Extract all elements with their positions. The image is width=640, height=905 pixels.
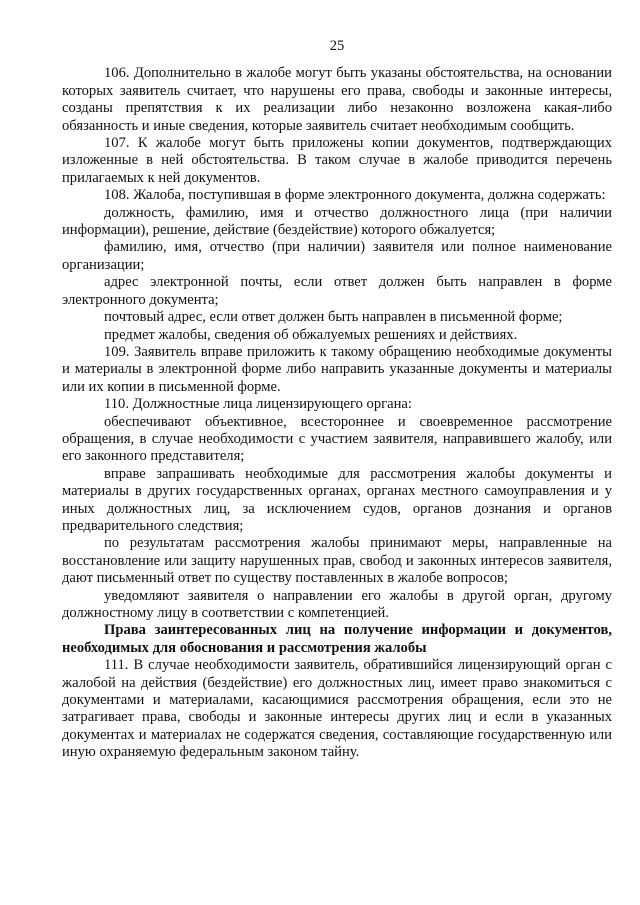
list-item-email: адрес электронной почты, если ответ должен быть направлен в форме электронного документа; [62, 274, 612, 308]
list-item-request: вправе запрашивать необходимые для рассмотрения жалобы документы и материалы в других государственных органах, органах местного самоуправления и у иных должностных лиц, за исключением судов, органов дознания и органов предварительного следствия; [62, 465, 612, 534]
list-item-postal: почтовый адрес, если ответ должен быть направлен в письменной форме; [104, 309, 563, 326]
list-item-measures: по результатам рассмотрения жалобы принимают меры, направленные на восстановление или защиту нарушенных прав, свобод и законных интересов заявителя, дают письменный ответ по существу поставленных в жалобе вопросов; [62, 535, 612, 587]
document-page [62, 38, 612, 762]
list-item-notify: уведомляют заявителя о направлении его жалобы в другой орган, другому должностному лицу в соответствии с компетенцией. [62, 587, 612, 621]
list-item-subject: предмет жалобы, сведения об обжалуемых решениях и действиях. [104, 326, 518, 343]
page-number: 25 [329, 38, 345, 54]
paragraph-111: 111. В случае необходимости заявитель, обратившийся лицензирующий орган с жалобой на действия (бездействие) его должностных лиц, имеет право знакомиться с документами и материалами, касающимися рассмотрения обращения, если это не затрагивает права, свободы и законные интересы других лиц и если в указанных документах и материалах не содержатся сведения, составляющие государственную или иную охраняемую федеральным законом тайну. [62, 657, 612, 761]
list-item-applicant: фамилию, имя, отчество (при наличии) заявителя или полное наименование организации; [62, 239, 612, 273]
paragraph-109: 109. Заявитель вправе приложить к такому обращению необходимые документы и материалы в электронной форме либо направить указанные документы и материалы или их копии в письменной форме. [62, 343, 612, 395]
list-item-official: должность, фамилию, имя и отчество должностного лица (при наличии информации), решение, действие (бездействие) которого обжалуется; [62, 204, 612, 239]
paragraph-106: 106. Дополнительно в жалобе могут быть указаны обстоятельства, на основании которых заявитель считает, что нарушены его права, свободы и законные интересы, созданы препятствия к их реализации либо незаконно возложена какая-либо обязанность и иные сведения, которые заявитель считает необходимым сообщить. [62, 65, 612, 134]
list-item-ensure: обеспечивают объективное, всестороннее и своевременное рассмотрение обращения, в случае необходимости с участием заявителя, направившего жалобу, или его законного представителя; [62, 413, 612, 465]
section-heading: Права заинтересованных лиц на получение информации и документов, необходимых для обоснования и рассмотрения жалобы [62, 622, 612, 656]
paragraph-110: 110. Должностные лица лицензирующего органа: [104, 396, 412, 413]
paragraph-108: 108. Жалоба, поступившая в форме электронного документа, должна содержать: [104, 187, 606, 204]
paragraph-107: 107. К жалобе могут быть приложены копии документов, подтверждающих изложенные в ней обстоятельства. В таком случае в жалобе приводится перечень прилагаемых к ней документов. [62, 135, 612, 186]
